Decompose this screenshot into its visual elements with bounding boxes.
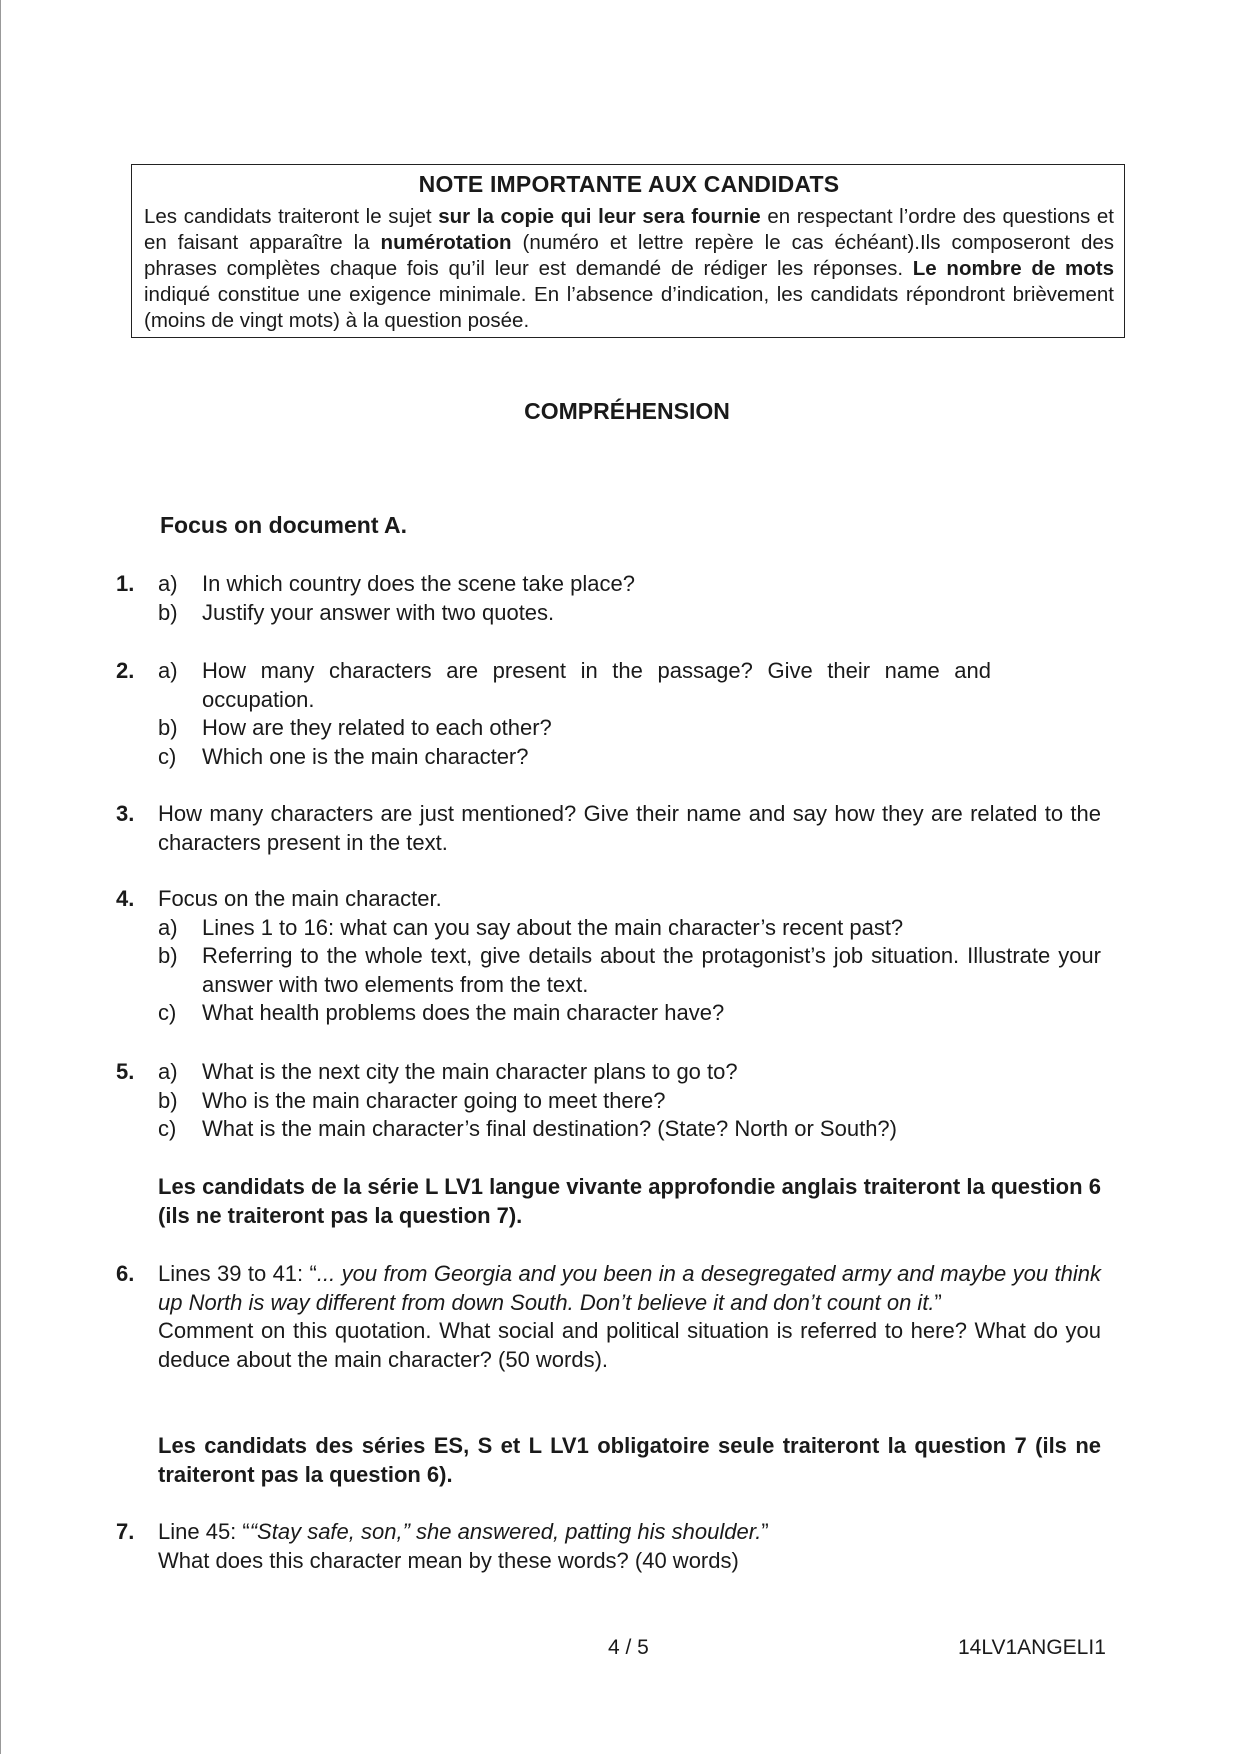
sub-question-b: b) Who is the main character going to meet there? <box>158 1087 666 1113</box>
sub-question-a: a) What is the next city the main character plans to go to? <box>158 1059 738 1084</box>
question-text: How many characters are just mentioned? Give their name and say how they are related to the characters present in the text. <box>158 801 1101 855</box>
question-quote: Lines 39 to 41: “... you from Georgia and you been in a desegregated army and maybe you think up North is way different from down South. Don’t believe it and don’t count on it.” <box>158 1261 1101 1315</box>
sub-question-a: a) How many characters are present in the passage? Give their name and occupation. <box>158 658 991 712</box>
question-number: 1. <box>116 571 135 596</box>
page-number: 4 / 5 <box>608 1636 649 1659</box>
sub-question-b: b) How are they related to each other? <box>158 715 552 740</box>
note-title: NOTE IMPORTANTE AUX CANDIDATS <box>418 171 840 197</box>
section-title: COMPRÉHENSION <box>524 398 730 424</box>
question-task: What does this character mean by these words? (40 words) <box>158 1547 739 1573</box>
sub-question-a: a) Lines 1 to 16: what can you say about the main character’s recent past? <box>158 914 904 940</box>
important-note-box <box>131 164 1125 338</box>
focus-heading: Focus on document A. <box>160 512 408 538</box>
question-number: 7. <box>116 1519 135 1544</box>
question-number: 5. <box>116 1059 135 1084</box>
instruction-lv1-approfondie: Les candidats de la série L LV1 langue vivante approfondie anglais traiteront la question 6 (ils ne traiteront pas la question 7). <box>158 1174 1101 1228</box>
question-task: Comment on this quotation. What social and political situation is referred to here? What do you deduce about the main character? (50 words). <box>158 1318 1101 1372</box>
question-7 <box>116 1518 1101 1575</box>
question-quote: Line 45: ““Stay safe, son,” she answered, patting his shoulder.” <box>158 1519 769 1544</box>
question-5 <box>116 1058 1101 1144</box>
sub-question-c: c) What is the main character’s final destination? (State? North or South?) <box>158 1116 897 1141</box>
question-number: 3. <box>116 801 135 826</box>
question-2 <box>116 657 1101 771</box>
sub-question-c: c) What health problems does the main character have? <box>158 1000 725 1025</box>
question-4 <box>116 885 1101 1028</box>
question-number: 4. <box>116 886 135 911</box>
sub-question-b: b) Justify your answer with two quotes. <box>158 599 555 625</box>
question-3 <box>116 800 1101 857</box>
note-text: Les candidats traiteront le sujet sur la copie qui leur sera fournie en respectant l’ordre des questions et en faisant apparaître la numérotation (numéro et lettre repère le cas échéant).Ils composeront des phrases complètes chaque fois qu’il leur est demandé de rédiger les réponses. Le nombre de mots indiqué constitue une exigence minimale. En l’absence d’indication, les candidats répondront brièvement (moins de vingt mots) à la question posée. <box>144 205 1115 332</box>
question-intro: Focus on the main character. <box>158 886 442 911</box>
sub-question-a: a) In which country does the scene take place? <box>158 571 635 596</box>
question-number: 6. <box>116 1261 135 1286</box>
sub-question-b: b) Referring to the whole text, give details about the protagonist’s job situation. Illustrate your answer with two elements from the text. <box>158 943 1101 997</box>
page-edge <box>0 0 1 1754</box>
sub-question-c: c) Which one is the main character? <box>158 743 529 769</box>
question-6 <box>116 1260 1101 1374</box>
question-1 <box>116 570 1101 627</box>
exam-code: 14LV1ANGELI1 <box>958 1636 1106 1659</box>
instruction-lv1-obligatoire: Les candidats des séries ES, S et L LV1 obligatoire seule traiteront la question 7 (ils ne traiteront pas la question 6). <box>158 1433 1101 1487</box>
question-number: 2. <box>116 658 135 683</box>
